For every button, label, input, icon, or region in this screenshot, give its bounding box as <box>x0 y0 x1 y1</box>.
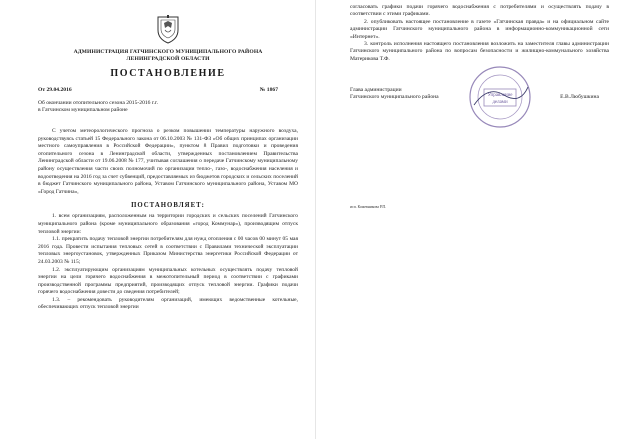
resolves-heading: ПОСТАНОВЛЯЕТ: <box>131 202 205 210</box>
clause-3: 3. контроль исполнения настоящего постановления возложить на заместителя главы администрации Гатчинского муниципального района по вопросам безопасности и жилищно-коммунального хозяйства Материкова Т.Ф. <box>350 41 609 62</box>
document-meta <box>38 87 298 93</box>
clause-1-1: 1.1. прекратить подачу тепловой энергии потребителям для нужд отопления с 00 часов 00 минут 05 мая 2016 года. Провести испытания тепловых сетей в соответствии с Правилами технической эксплуатации тепловых энергоустановок, утвержденных Приказом Министерства энергетики Российской Федерации от 24.03.2003 № 115; <box>38 236 298 265</box>
document-subject <box>38 100 298 114</box>
org-line-2: ЛЕНИНГРАДСКОЙ ОБЛАСТИ <box>126 56 210 62</box>
coat-of-arms-icon <box>155 14 181 44</box>
signatory-name: Е.В.Любушкина <box>560 94 599 101</box>
document-date: От 29.04.2016 <box>38 87 72 93</box>
signature-block <box>350 87 609 157</box>
signatory-title-line-1: Глава администрации <box>350 87 402 94</box>
subject-line-2: в Гатчинском муниципальном районе <box>38 107 128 113</box>
clause-1-2: 1.2. эксплуатирующим организациям муниципальных котельных осуществлять подачу тепловой энергии на цели горячего водоснабжения в межотопительный период в соответствии с графиками производственной программы предприятий, производящих отпуск тепловой энергии. Графики подачи горячего водоснабжения довести до сведения потребителей; <box>38 266 298 296</box>
issuing-authority <box>38 49 298 63</box>
org-line-1: АДМИНИСТРАЦИЯ ГАТЧИНСКОГО МУНИЦИПАЛЬНОГО РАЙОНА <box>73 49 263 55</box>
clause-1-3: 1.3. – рекомендовать руководителям организаций, имеющих ведомственные котельные, обеспечивающих отпуск тепловой энергии <box>38 296 298 311</box>
executor-note: исп. Кожевникова Р.П. <box>350 205 387 210</box>
document-number: № 1867 <box>259 87 278 93</box>
stamp-text-2: делами <box>492 100 508 106</box>
stamp-text-1: Управление <box>487 93 513 99</box>
preamble-paragraph: С учетом метеорологического прогноза о резком повышении температуры наружного воздуха, руководствуясь статьей 15 Федерального закона от 06.10.2003 № 131-ФЗ «Об общих принципах организации местного самоуправления в Российской Федерации», пунктом 8 Правил подготовки и проведения отопительного сезона в Ленинградской области, утвержденных постановлением Правительства Ленинградской области от 19.06.2008 № 177, учитывая соглашения о передаче Гатчинскому муниципальному району осуществления части своих полномочий по организации тепло-, газо-, водоснабжения населения и водоотведения на 2016 год за счет субвенций, предоставляемых из бюджетов городских и сельских поселений в бюджет Гатчинского муниципального района, Уставом Гатчинского муниципального района, Уставом МО «Город Гатчина», <box>38 128 298 195</box>
document-page-right <box>316 0 631 439</box>
document-type-title: ПОСТАНОВЛЕНИЕ <box>110 68 226 79</box>
signatory-title-line-2: Гатчинского муниципального района <box>350 94 439 101</box>
clause-2: 2. опубликовать настоящее постановление в газете «Гатчинская правда» и на официальном сайте администрации Гатчинского муниципального района в информационно-коммуникационной сети «Интернет». <box>350 18 609 40</box>
clause-continuation: согласовать графики подачи горячего водоснабжения с потребителями и осуществлять подачу в соответствии с этими графиками. <box>350 4 609 18</box>
subject-line-1: Об окончании отопительного сезона 2015-2016 г.г. <box>38 100 158 106</box>
clause-1: 1. всем организациям, расположенным на территории городских и сельских поселений Гатчинского муниципального района (кроме муниципального образования «город Коммунар»), производящим отпуск тепловой энергии: <box>38 213 298 235</box>
official-stamp <box>468 65 532 129</box>
